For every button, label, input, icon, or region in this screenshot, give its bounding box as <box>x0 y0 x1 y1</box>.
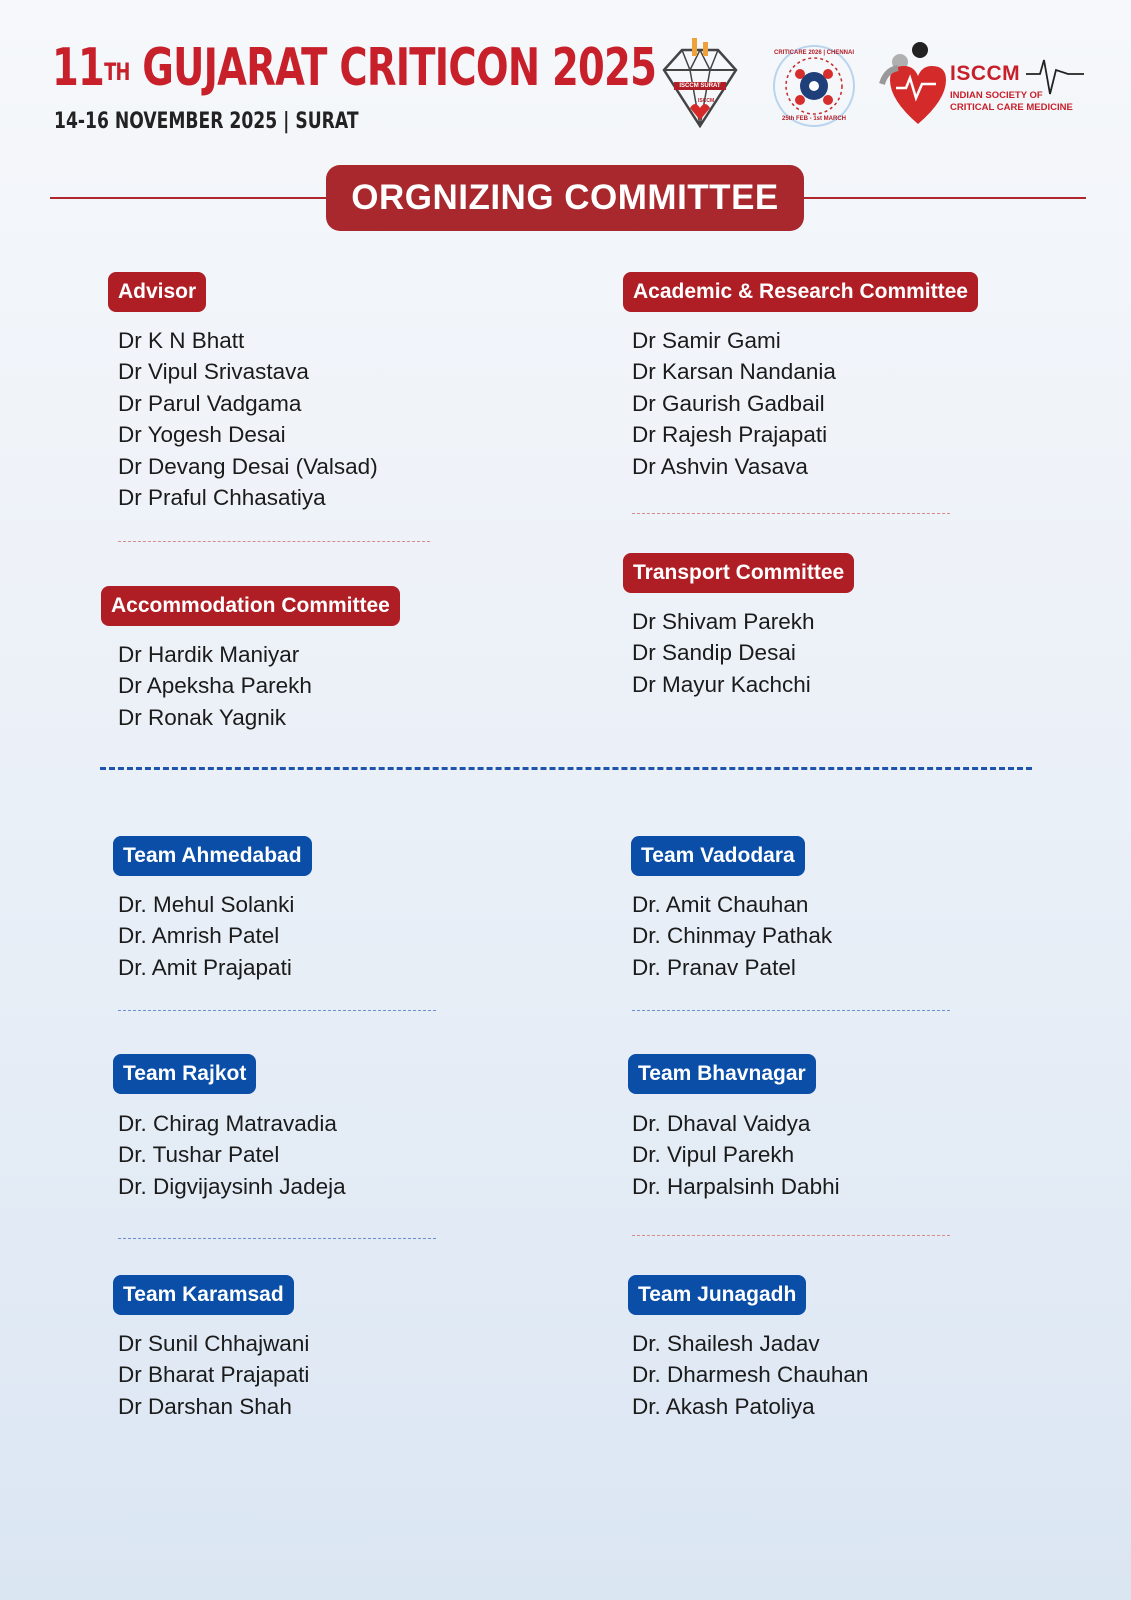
member-list-team-junagadh <box>632 1328 868 1422</box>
list-item: Dr Parul Vadgama <box>118 390 302 416</box>
divider <box>632 1010 950 1011</box>
member-list-team-rajkot <box>118 1108 346 1202</box>
member-list-academic-research <box>632 325 836 482</box>
divider <box>118 1010 436 1011</box>
list-item: Dr Sandip Desai <box>632 640 796 666</box>
section-separator <box>100 767 1032 770</box>
isccm-logo <box>876 40 1086 130</box>
isccm-logo-line1: INDIAN SOCIETY OF <box>950 90 1043 101</box>
list-item: Dr Mayur Kachchi <box>632 671 811 697</box>
isccm-logo-name: ISCCM <box>950 62 1021 85</box>
list-item: Dr. Pranav Patel <box>632 954 796 980</box>
isccm-surat-logo-small: ISCCM <box>698 98 715 104</box>
list-item: Dr Samir Gami <box>632 328 781 353</box>
member-list-accommodation <box>118 639 312 733</box>
list-item: Dr. Akash Patoliya <box>632 1393 815 1419</box>
list-item: Dr. Harpalsinh Dabhi <box>632 1173 840 1199</box>
list-item: Dr K N Bhatt <box>118 328 245 353</box>
list-item: Dr. Dharmesh Chauhan <box>632 1362 869 1388</box>
section-title-advisor: Advisor <box>108 272 206 312</box>
criticare-logo <box>770 42 858 130</box>
list-item: Dr. Chirag Matravadia <box>118 1111 337 1136</box>
list-item: Dr. Digvijaysinh Jadeja <box>118 1173 346 1199</box>
member-list-team-bhavnagar <box>632 1108 840 1202</box>
list-item: Dr Apeksha Parekh <box>118 673 312 699</box>
list-item: Dr Shivam Parekh <box>632 609 815 634</box>
section-title-academic-research: Academic & Research Committee <box>623 272 978 312</box>
list-item: Dr. Tushar Patel <box>118 1142 280 1168</box>
list-item: Dr Darshan Shah <box>118 1393 292 1419</box>
criticare-logo-bottom: 25th FEB - 1st MARCH <box>781 116 846 122</box>
list-item: Dr Ronak Yagnik <box>118 704 287 730</box>
list-item: Dr. Mehul Solanki <box>118 892 295 917</box>
list-item: Dr Sunil Chhajwani <box>118 1331 310 1356</box>
list-item: Dr Praful Chhasatiya <box>118 485 326 511</box>
banner-rule-left <box>50 197 330 199</box>
list-item: Dr. Vipul Parekh <box>632 1142 795 1168</box>
member-list-team-vadodara <box>632 889 832 983</box>
list-item: Dr Hardik Maniyar <box>118 642 300 667</box>
member-list-advisor <box>118 325 378 513</box>
list-item: Dr Yogesh Desai <box>118 422 286 448</box>
list-item: Dr Rajesh Prajapati <box>632 422 828 448</box>
section-title-accommodation: Accommodation Committee <box>101 586 400 626</box>
divider <box>632 1235 950 1236</box>
list-item: Dr. Amrish Patel <box>118 923 280 949</box>
list-item: Dr Karsan Nandania <box>632 359 836 385</box>
section-title-team-vadodara: Team Vadodara <box>631 836 805 876</box>
list-item: Dr Bharat Prajapati <box>118 1362 310 1388</box>
section-title-team-bhavnagar: Team Bhavnagar <box>628 1054 816 1094</box>
divider <box>632 513 950 514</box>
isccm-surat-logo <box>652 36 748 132</box>
list-item: Dr Vipul Srivastava <box>118 359 309 385</box>
list-item: Dr. Chinmay Pathak <box>632 923 833 949</box>
list-item: Dr. Dhaval Vaidya <box>632 1111 811 1136</box>
section-title-team-ahmedabad: Team Ahmedabad <box>113 836 312 876</box>
list-item: Dr. Amit Prajapati <box>118 954 292 980</box>
isccm-surat-logo-label: ISCCM SURAT <box>674 82 726 90</box>
divider <box>118 541 430 542</box>
criticare-logo-top: CRITICARE 2026 | CHENNAI <box>773 50 855 56</box>
list-item: Dr Devang Desai (Valsad) <box>118 453 378 479</box>
section-title-team-junagadh: Team Junagadh <box>628 1275 806 1315</box>
divider <box>118 1238 436 1239</box>
list-item: Dr. Shailesh Jadav <box>632 1331 820 1356</box>
organizing-committee-banner: ORGNIZING COMMITTEE <box>326 165 804 231</box>
section-title-team-rajkot: Team Rajkot <box>113 1054 256 1094</box>
list-item: Dr. Amit Chauhan <box>632 892 809 917</box>
member-list-team-ahmedabad <box>118 889 294 983</box>
conference-date-venue: 14-16 NOVEMBER 2025 | SURAT <box>54 109 359 134</box>
conference-title: 11TH GUJARAT CRITICON 2025 <box>52 38 657 98</box>
banner-rule-right <box>800 197 1086 199</box>
list-item: Dr Ashvin Vasava <box>632 453 808 479</box>
member-list-team-karamsad <box>118 1328 309 1422</box>
member-list-transport <box>632 606 815 700</box>
section-title-transport: Transport Committee <box>623 553 854 593</box>
section-title-team-karamsad: Team Karamsad <box>113 1275 294 1315</box>
isccm-logo-line2: CRITICAL CARE MEDICINE <box>950 102 1073 113</box>
list-item: Dr Gaurish Gadbail <box>632 390 825 416</box>
